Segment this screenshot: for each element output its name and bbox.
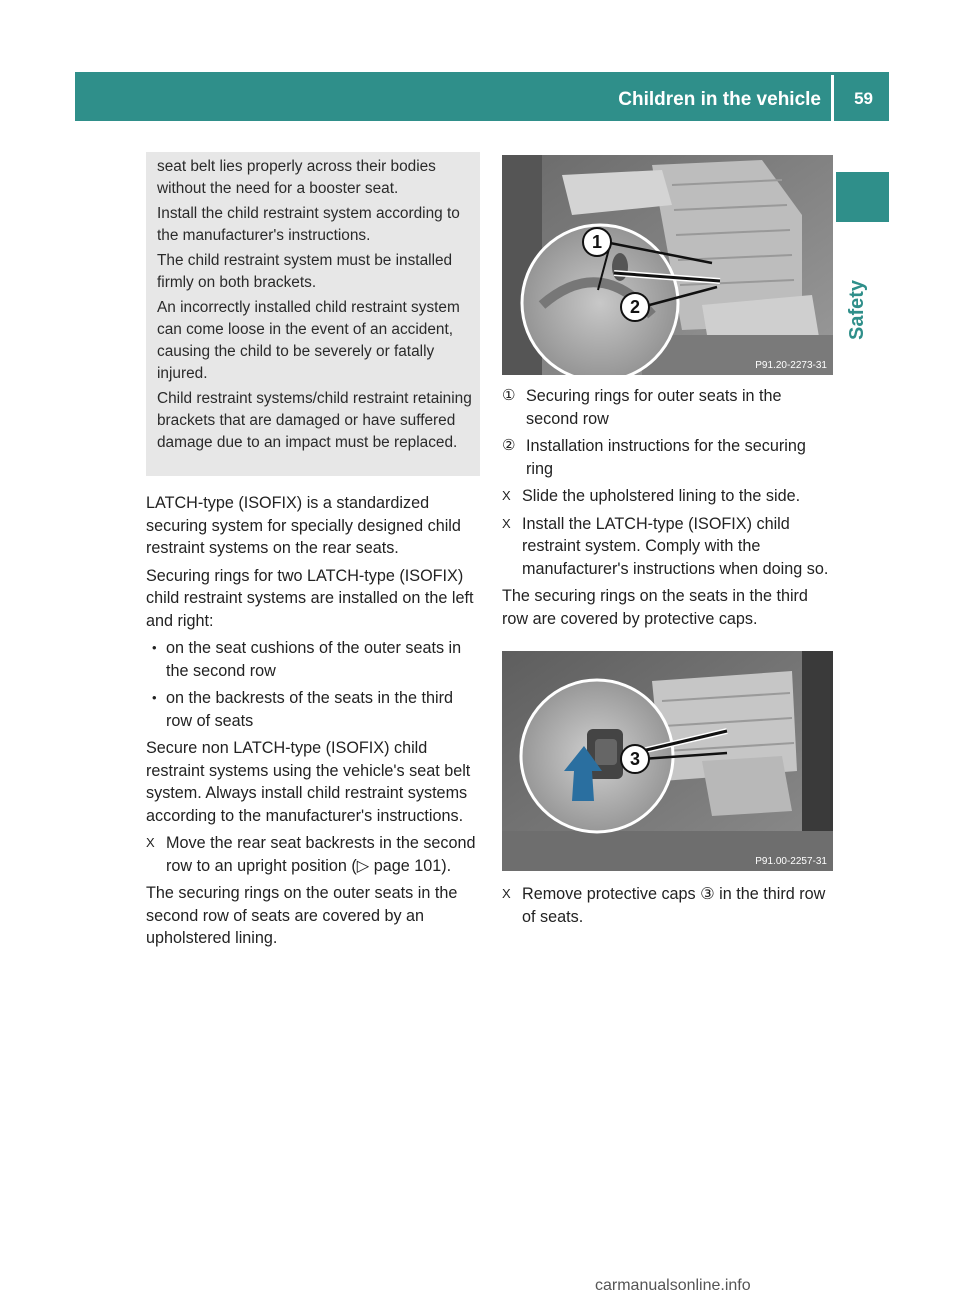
warning-paragraph: The child restraint system must be installed firmly on both brackets. — [157, 252, 453, 291]
legend-marker: ① — [502, 387, 516, 404]
callout-number: 3 — [629, 749, 641, 769]
step-item — [502, 485, 836, 508]
step-text: Move the rear seat backrests in the second row to an upright position (▷ page 101). — [166, 834, 476, 875]
step-text: Remove protective caps ③ in the third row of seats. — [522, 885, 826, 926]
warning-paragraph: Child restraint systems/child restraint retaining brackets that are damaged or have suffered damage due to an impact must be replaced. — [157, 390, 472, 451]
bullet-text: on the backrests of the seats in the third row of seats — [166, 689, 454, 730]
step-text: Slide the upholstered lining to the side. — [522, 487, 801, 505]
body-paragraph: The securing rings on the outer seats in the second row of seats are covered by an upholstered lining. — [146, 884, 458, 947]
warning-paragraph: An incorrectly installed child restraint system can come loose in the event of an accident, causing the child to be severely or fatally injured. — [157, 299, 460, 382]
page-number: 59 — [854, 89, 873, 108]
body-paragraph: LATCH-type (ISOFIX) is a standardized securing system for specially designed child restraint systems on the rear seats. — [146, 494, 461, 557]
header-divider — [831, 75, 834, 121]
right-column — [502, 385, 836, 635]
warning-box — [146, 152, 480, 476]
figure-second-row-seats — [502, 155, 833, 375]
legend-marker: ② — [502, 437, 516, 454]
bullet-marker: • — [152, 640, 157, 655]
warning-paragraph: seat belt lies properly across their bodies without the need for a booster seat. — [157, 158, 436, 197]
body-paragraph: Securing rings for two LATCH-type (ISOFIX) child restraint systems are installed on the left and right: — [146, 566, 474, 630]
step-marker: X — [146, 835, 155, 850]
callout-number: 1 — [591, 232, 603, 252]
page-header — [75, 72, 889, 121]
body-paragraph: The securing rings on the seats in the third row are covered by protective caps. — [502, 587, 808, 628]
left-column — [146, 492, 482, 955]
step-item — [502, 883, 836, 928]
step-marker: X — [502, 515, 511, 531]
bullet-item — [146, 687, 482, 732]
footer-watermark: carmanualsonline.info — [595, 1277, 751, 1294]
side-tab-label: Safety — [846, 279, 868, 340]
figure-code: P91.00-2257-31 — [755, 856, 827, 867]
figure-third-row-seats — [502, 651, 833, 871]
figure-code: P91.20-2273-31 — [755, 360, 827, 371]
callout-number: 2 — [629, 297, 641, 317]
right-column-bottom — [502, 883, 836, 933]
legend-item — [502, 435, 836, 480]
section-title: Children in the vehicle — [618, 89, 821, 110]
warning-paragraph: Install the child restraint system according to the manufacturer's instructions. — [157, 205, 460, 244]
step-item — [502, 513, 836, 581]
legend-text: Securing rings for outer seats in the second row — [526, 387, 782, 428]
step-marker: X — [502, 488, 511, 503]
body-paragraph: Secure non LATCH-type (ISOFIX) child restraint systems using the vehicle's seat belt system. Always install child restraint systems according to the manufacturer's instructions. — [146, 739, 471, 825]
step-text: Install the LATCH-type (ISOFIX) child restraint system. Comply with the manufacturer's instructions when doing so. — [522, 514, 829, 578]
bullet-text: on the seat cushions of the outer seats in the second row — [166, 639, 462, 680]
step-marker: X — [502, 886, 511, 901]
step-item — [146, 832, 482, 877]
legend-text: Installation instructions for the securing ring — [526, 437, 806, 478]
bullet-marker: • — [152, 690, 157, 705]
legend-item — [502, 385, 836, 430]
side-tab-block — [836, 172, 889, 222]
bullet-item — [146, 637, 482, 682]
seat-illustration-2 — [502, 651, 833, 871]
seat-illustration-1 — [502, 155, 833, 375]
